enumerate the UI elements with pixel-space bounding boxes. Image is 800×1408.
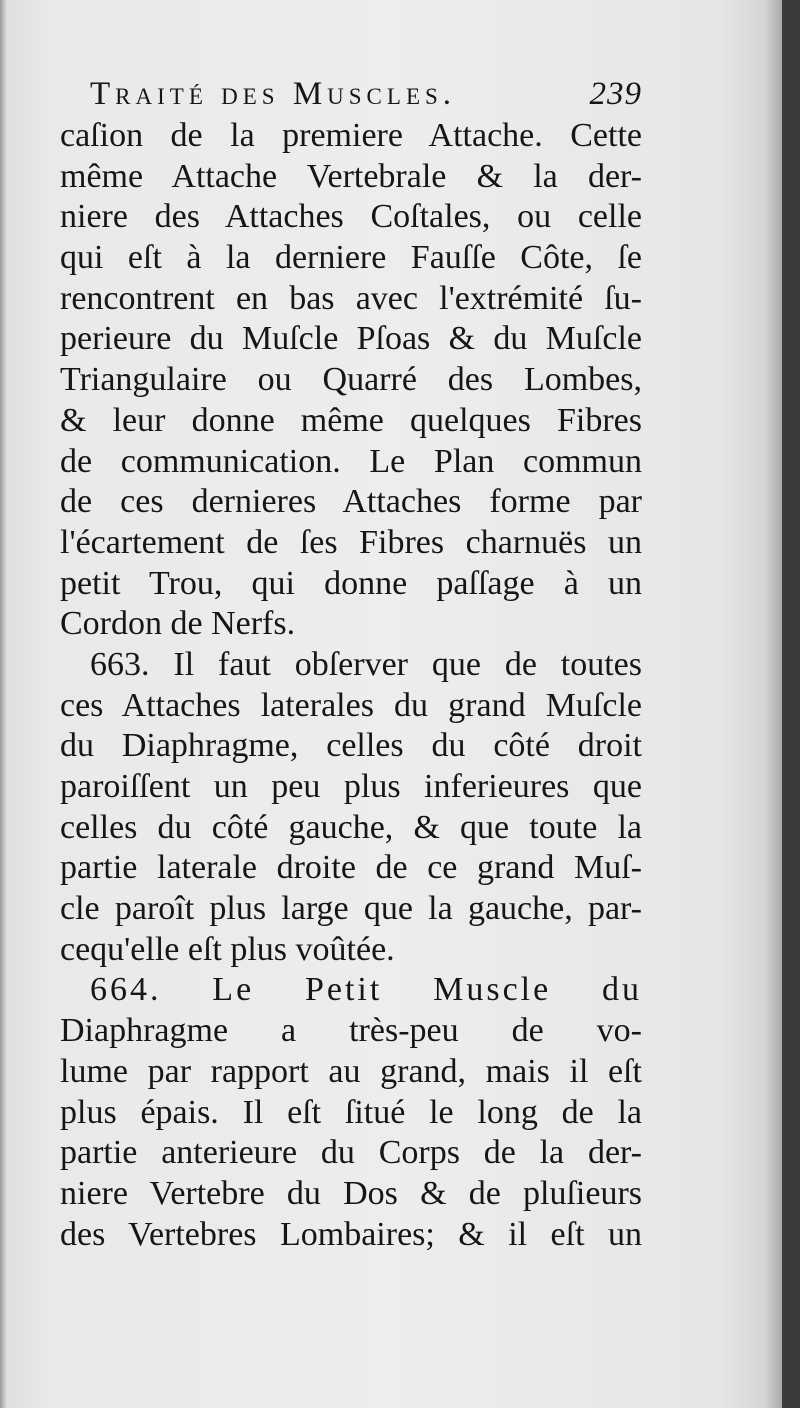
paragraph-664-heading: 664. Le Petit Muscle du <box>90 971 642 1009</box>
text-line: caſion de la premiere Attache. Cette <box>60 117 642 154</box>
text-line: cle paroît plus large que la gauche, par- <box>60 890 642 928</box>
text-line: petit Trou, qui donne paſſage à un <box>60 564 642 602</box>
running-title: Traité des Muscles. <box>90 76 457 112</box>
text-line: du Diaphragme, celles du côté droit <box>60 727 642 765</box>
text-line: de ces dernieres Attaches forme par <box>60 483 642 521</box>
text-line: niere Vertebre du Dos & de pluſieurs <box>60 1174 642 1212</box>
running-head <box>60 72 642 116</box>
text-line: ces Attaches laterales du grand Muſcle <box>60 686 642 724</box>
text-line: & leur donne même quelques Fibres <box>60 401 642 439</box>
text-line: Triangulaire ou Quarré des Lombes, <box>60 361 642 399</box>
paragraph-663-start: 663. Il faut obſerver que de toutes <box>90 645 642 683</box>
text-line: de communication. Le Plan commun <box>60 442 642 480</box>
page-gutter <box>0 0 6 1408</box>
text-line: paroiſſent un peu plus inferieures que <box>60 768 642 805</box>
text-line: rencontrent en bas avec l'extrémité ſu- <box>60 279 642 317</box>
text-line: niere des Attaches Coſtales, ou celle <box>60 198 642 236</box>
text-block <box>60 72 642 1255</box>
page-number: 239 <box>589 76 642 112</box>
text-line: Diaphragme a très-peu de vo- <box>60 1012 642 1050</box>
text-line: celles du côté gauche, & que toute la <box>60 808 642 846</box>
paragraph-end-line: cequ'elle eſt plus voûtée. <box>60 930 395 968</box>
text-line: même Attache Vertebrale & la der- <box>60 157 642 195</box>
text-line: perieure du Muſcle Pſoas & du Muſcle <box>60 320 642 358</box>
body-text <box>60 116 642 1255</box>
text-line: partie anterieure du Corps de la der- <box>60 1134 642 1172</box>
paragraph-end-line: Cordon de Nerfs. <box>60 605 296 643</box>
text-line: qui eſt à la derniere Fauſſe Côte, ſe <box>60 239 642 277</box>
text-line: l'écartement de ſes Fibres charnuës un <box>60 523 642 561</box>
page-edge-shadow <box>764 0 782 1408</box>
text-line: lume par rapport au grand, mais il eſt <box>60 1052 642 1090</box>
text-line: des Vertebres Lombaires; & il eſt un <box>60 1215 642 1253</box>
text-line: plus épais. Il eſt ſitué le long de la <box>60 1093 642 1131</box>
text-line: partie laterale droite de ce grand Muſ- <box>60 849 642 887</box>
